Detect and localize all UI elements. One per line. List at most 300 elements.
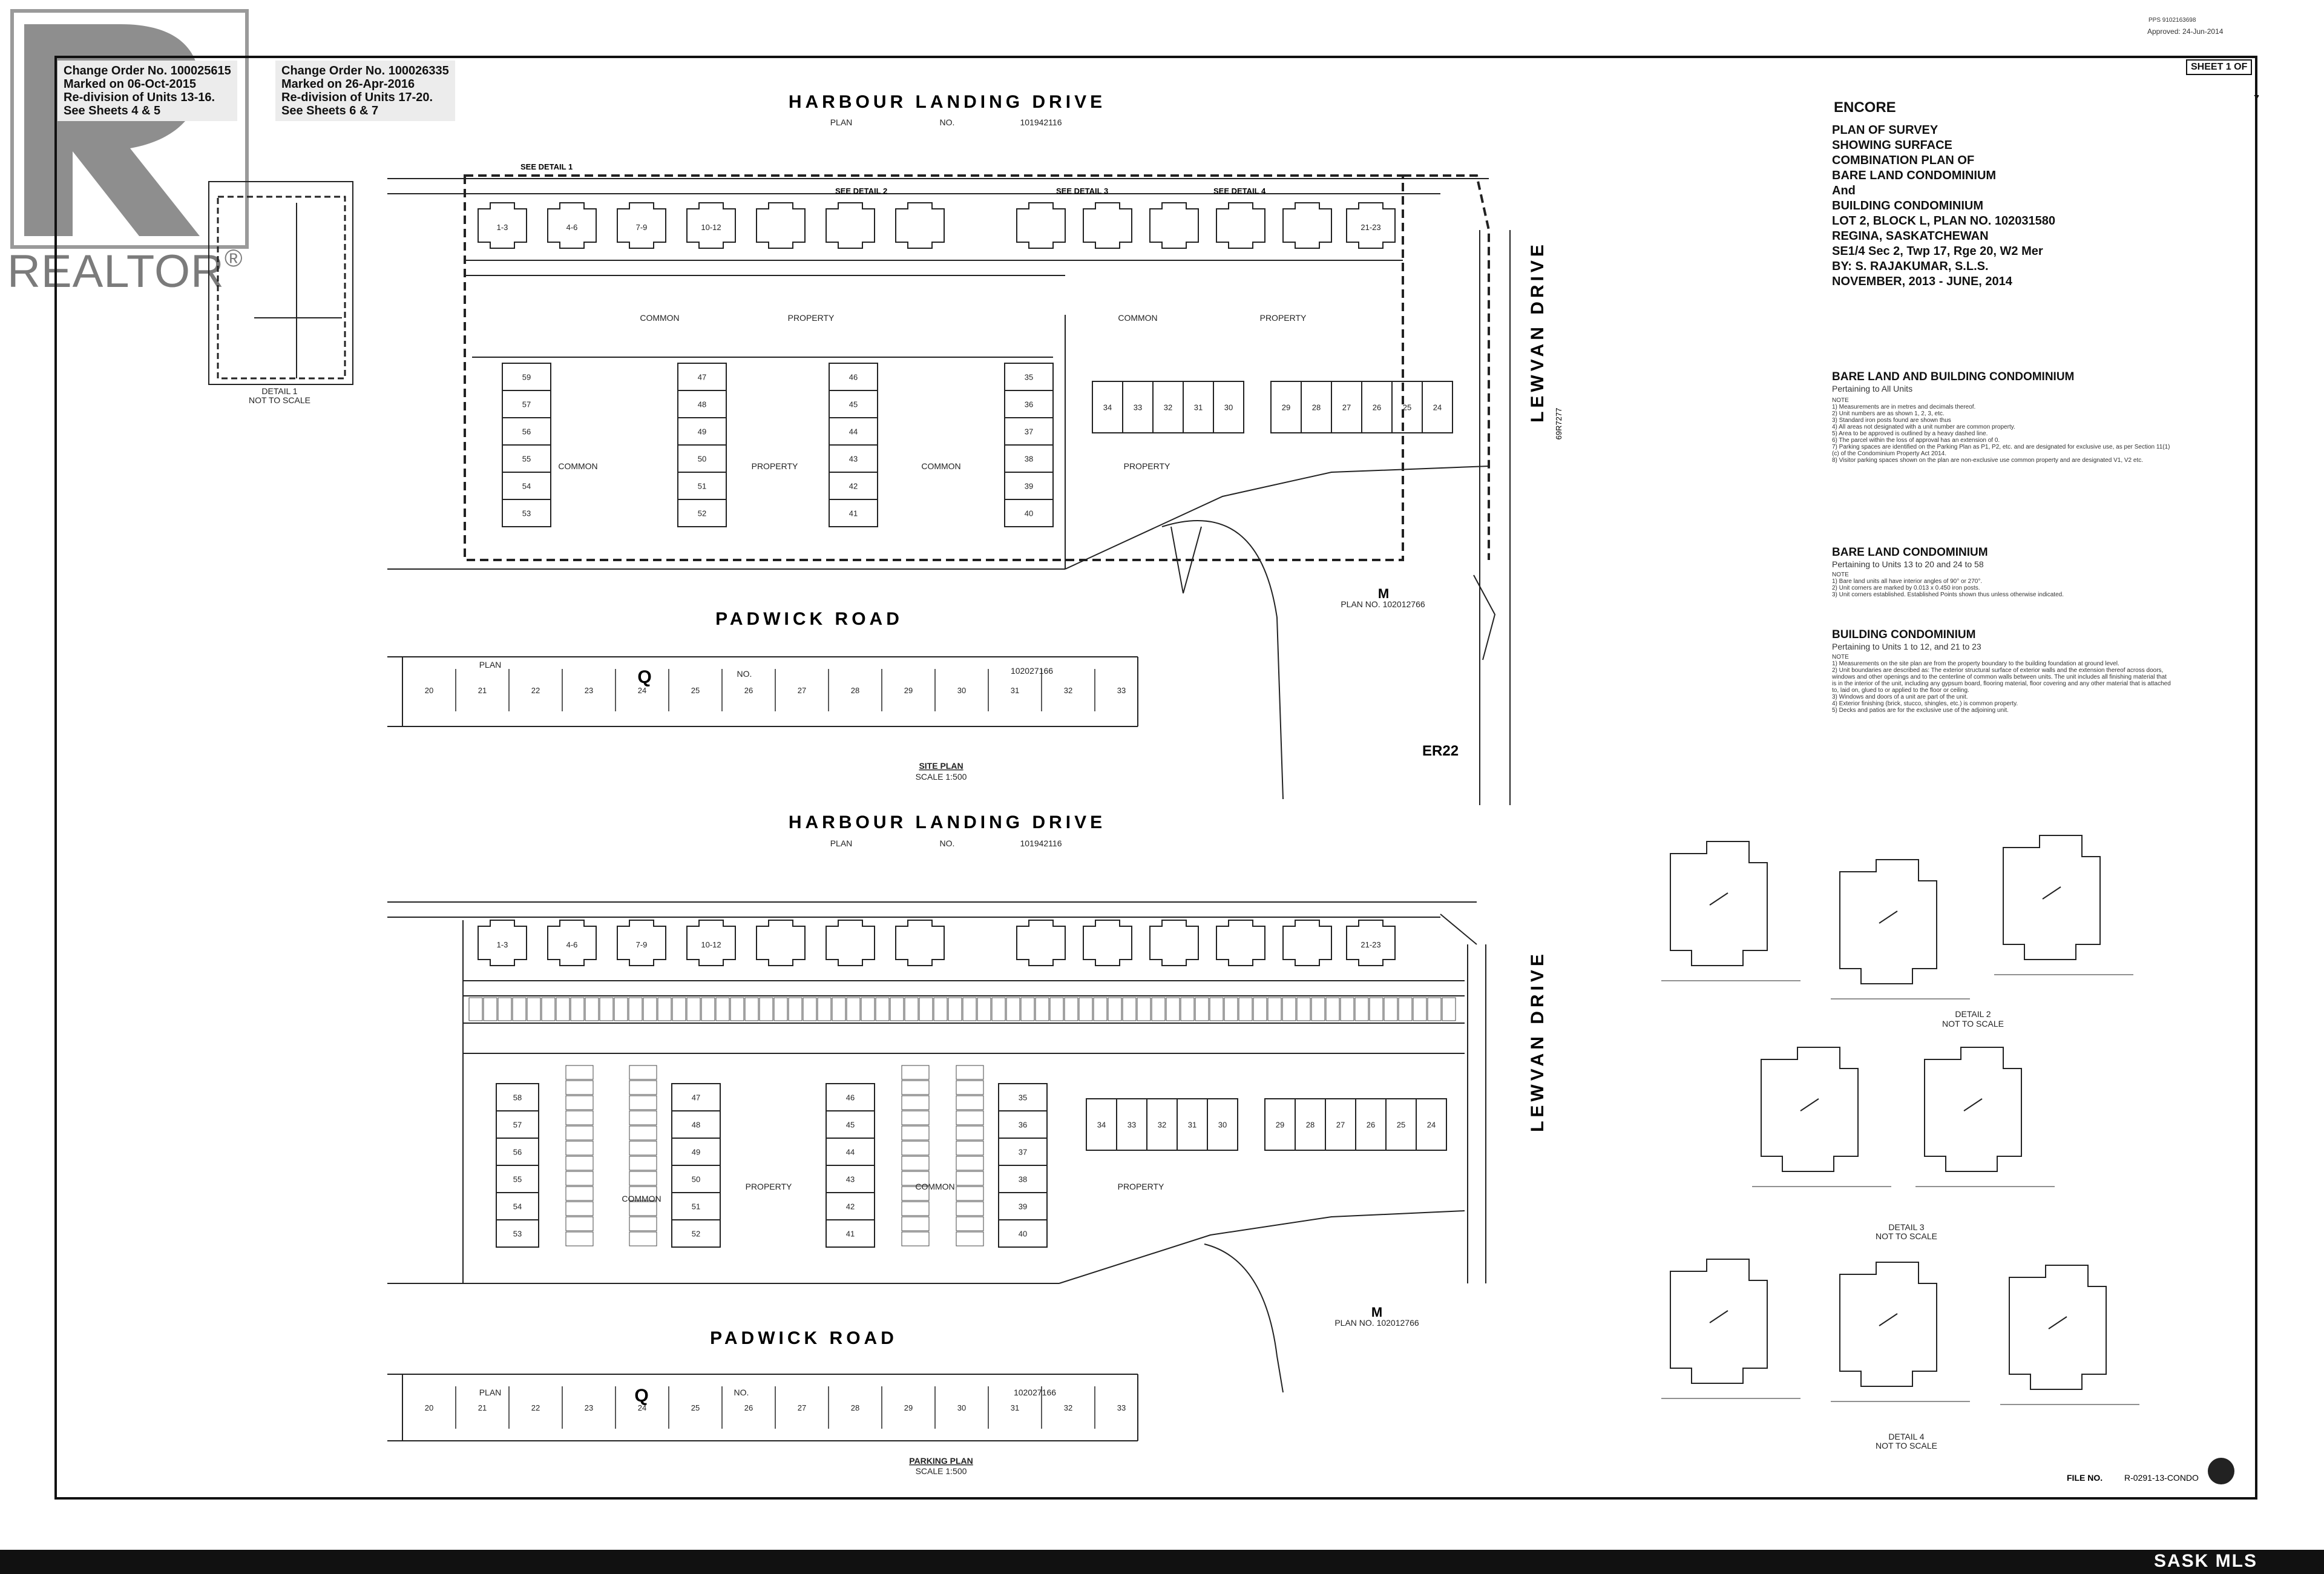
parking-stall <box>629 998 642 1021</box>
site-unit-number: 41 <box>849 509 858 518</box>
parking-stall <box>629 1111 657 1125</box>
sheet-number: SHEET 1 OF <box>2186 59 2252 75</box>
detail2-caption: DETAIL 2 <box>1955 1009 1991 1019</box>
surveyor-seal-icon <box>2208 1458 2234 1484</box>
detail-unit-outline <box>1670 1259 1767 1383</box>
site-lot-number: 32 <box>1063 686 1073 695</box>
park-property-1: PROPERTY <box>745 1182 792 1191</box>
park-unit-number: 25 <box>1396 1120 1406 1130</box>
detail-unit-outline <box>1840 1262 1937 1386</box>
parking-stall <box>643 998 657 1021</box>
project-name: ENCORE <box>1834 99 1896 116</box>
parking-stall <box>566 1171 593 1185</box>
site-plan-m: PLAN NO. 102012766 <box>1341 599 1425 609</box>
park-plan-caption: PARKING PLAN <box>909 1456 973 1466</box>
parking-stall <box>1224 998 1238 1021</box>
park-property-2: PROPERTY <box>1117 1182 1164 1191</box>
parking-stall <box>774 998 787 1021</box>
site-unit-number: 35 <box>1024 372 1034 382</box>
parking-stall <box>1094 998 1107 1021</box>
park-lot-number: 28 <box>850 1403 860 1412</box>
park-unit-number: 39 <box>1018 1202 1028 1211</box>
detail-unit-outline <box>2009 1265 2106 1389</box>
parking-stall <box>1123 998 1136 1021</box>
parking-stall <box>832 998 845 1021</box>
park-building <box>1083 920 1132 966</box>
site-lot-plan-1: PLAN <box>479 660 502 670</box>
park-building <box>1150 920 1198 966</box>
site-lot-number: 25 <box>691 686 700 695</box>
park-lot-number: 31 <box>1010 1403 1020 1412</box>
parking-stall <box>1239 998 1252 1021</box>
parking-stall <box>1326 998 1339 1021</box>
site-unit-number: 42 <box>849 481 858 491</box>
parking-stall <box>905 998 918 1021</box>
parking-stall <box>1079 998 1092 1021</box>
site-building <box>1017 203 1065 248</box>
site-lot-number: 22 <box>531 686 540 695</box>
parking-stall <box>1253 998 1267 1021</box>
site-unit-number: 29 <box>1281 403 1291 412</box>
park-unit-number: 51 <box>691 1202 701 1211</box>
parking-stall <box>566 1126 593 1140</box>
parking-stall <box>566 1156 593 1170</box>
parking-stall <box>902 1141 929 1155</box>
park-lot-number: 27 <box>797 1403 807 1412</box>
site-unit-number: 52 <box>697 509 707 518</box>
site-property-4: PROPERTY <box>1123 461 1170 471</box>
parking-stall <box>956 1126 983 1140</box>
park-unit-number: 34 <box>1097 1120 1106 1130</box>
parking-stall <box>1050 998 1063 1021</box>
parking-stall <box>629 1202 657 1216</box>
park-east-street: LEWVAN DRIVE <box>1528 950 1548 1132</box>
parking-stall <box>566 1081 593 1095</box>
park-unit-number: 32 <box>1157 1120 1167 1130</box>
park-unit-number: 44 <box>845 1147 855 1157</box>
parking-stall <box>585 998 599 1021</box>
park-unit-number: 55 <box>513 1174 522 1184</box>
see-detail-4: SEE DETAIL 4 <box>1213 186 1266 196</box>
parking-stall <box>902 1081 929 1095</box>
notes-bare-land: BARE LAND CONDOMINIUM Pertaining to Units 13 to 20 and 24 to 58 NOTE 1) Bare land units all have interior angles of 90° or 270°. 2) Unit corners are marked by 0.013 x 0.450 iron posts. 3) Unit corners established. Established Points shown thus unless otherwise indicated. <box>1832 546 2064 598</box>
parking-stall <box>818 998 831 1021</box>
parking-stall <box>629 1065 657 1079</box>
detail1-nts: NOT TO SCALE <box>249 395 310 405</box>
parking-stall <box>890 998 904 1021</box>
park-unit-number: 38 <box>1018 1174 1028 1184</box>
park-north-plan-3: 101942116 <box>1020 838 1062 848</box>
parking-stall <box>803 998 816 1021</box>
detail-unit-outline <box>1840 860 1937 984</box>
site-building <box>757 203 805 248</box>
site-unit-number: 24 <box>1433 403 1442 412</box>
site-common-3: COMMON <box>558 461 598 471</box>
parking-stall <box>956 1141 983 1155</box>
parking-stall <box>963 998 976 1021</box>
parking-stall <box>687 998 700 1021</box>
detail-unit-outline <box>1670 841 1767 966</box>
parking-stall <box>629 1141 657 1155</box>
park-lot-plan-2: NO. <box>734 1388 749 1397</box>
parking-stall <box>566 1187 593 1200</box>
parking-stall <box>701 998 715 1021</box>
site-lot-number: 20 <box>424 686 434 695</box>
parking-stall <box>566 1065 593 1079</box>
park-building-label: 10-12 <box>701 940 721 949</box>
site-unit-number: 30 <box>1224 403 1233 412</box>
site-north-plan-3: 101942116 <box>1020 117 1062 127</box>
detail1-caption: DETAIL 1 <box>261 386 298 396</box>
park-lot-number: 24 <box>637 1403 647 1412</box>
park-unit-number: 36 <box>1018 1120 1028 1130</box>
detail2-nts: NOT TO SCALE <box>1942 1019 2004 1029</box>
site-er22: ER22 <box>1422 743 1459 759</box>
parking-stall <box>1152 998 1165 1021</box>
bottom-bar <box>0 1550 2324 1574</box>
site-lot-number: 31 <box>1010 686 1020 695</box>
parking-stall <box>1021 998 1034 1021</box>
site-unit-number: 44 <box>849 427 858 436</box>
parking-stall <box>1181 998 1194 1021</box>
parking-stall <box>1442 998 1456 1021</box>
park-building-label: 7-9 <box>635 940 648 949</box>
title-lines: PLAN OF SURVEY SHOWING SURFACE COMBINATION PLAN OF BARE LAND CONDOMINIUM And BUILDING CONDOMINIUM LOT 2, BLOCK L, PLAN NO. 102031580 REGINA, SASKATCHEWAN SE1/4 Sec 2, Twp 17, Rge 20, W2 Mer BY: S. RAJAKUMAR, S.L.S. NOVEMBER, 2013 - JUNE, 2014 <box>1832 123 2055 288</box>
site-building <box>896 203 944 248</box>
parking-stall <box>1399 998 1412 1021</box>
parking-stall <box>672 998 686 1021</box>
park-unit-number: 49 <box>691 1147 701 1157</box>
park-lot-plan-3: 102027166 <box>1013 1388 1057 1397</box>
parking-stall <box>566 1202 593 1216</box>
site-common-1: COMMON <box>640 313 680 323</box>
parking-stall <box>1311 998 1325 1021</box>
site-property-1: PROPERTY <box>787 313 835 323</box>
park-common-1: COMMON <box>622 1194 661 1204</box>
sheet-total: 7 <box>2254 94 2259 104</box>
park-block-q: Q <box>634 1386 649 1406</box>
parking-stall <box>956 1171 983 1185</box>
parking-stall <box>1341 998 1354 1021</box>
site-unit-number: 37 <box>1024 427 1034 436</box>
park-unit-number: 53 <box>513 1229 522 1239</box>
park-building <box>1017 920 1065 966</box>
park-unit-number: 35 <box>1018 1093 1028 1102</box>
site-unit-number: 33 <box>1133 403 1143 412</box>
park-unit-number: 40 <box>1018 1229 1028 1239</box>
park-building <box>1216 920 1265 966</box>
parking-stall <box>556 998 570 1021</box>
parking-stall <box>498 998 511 1021</box>
site-north-plan-1: PLAN <box>830 117 853 127</box>
parking-stall <box>1355 998 1368 1021</box>
site-building-label: 21-23 <box>1361 223 1381 232</box>
park-unit-number: 37 <box>1018 1147 1028 1157</box>
park-unit-number: 50 <box>691 1174 701 1184</box>
site-unit-number: 43 <box>849 454 858 464</box>
site-unit-number: 55 <box>522 454 531 464</box>
change-order-1: Change Order No. 100025615 Marked on 06-Oct-2015 Re-division of Units 13-16. See Sheets 4 & 5 <box>57 61 237 121</box>
parking-stall <box>956 1111 983 1125</box>
site-unit-number: 28 <box>1311 403 1321 412</box>
site-north-street: HARBOUR LANDING DRIVE <box>788 92 1106 112</box>
detail1-frame <box>209 182 353 384</box>
site-lot-plan-3: 102027166 <box>1010 666 1054 676</box>
site-east-street: LEWVAN DRIVE <box>1528 241 1548 423</box>
park-unit-number: 57 <box>513 1120 522 1130</box>
parking-stall <box>1413 998 1426 1021</box>
site-building-label: 10-12 <box>701 223 721 232</box>
parking-stall <box>566 1217 593 1231</box>
site-south-street: PADWICK ROAD <box>715 609 903 629</box>
park-unit-number: 54 <box>513 1202 522 1211</box>
site-unit-number: 34 <box>1103 403 1112 412</box>
park-plan-scale: SCALE 1:500 <box>915 1466 967 1476</box>
site-lot-number: 26 <box>744 686 753 695</box>
parking-stall <box>542 998 555 1021</box>
parking-stall <box>977 998 991 1021</box>
parking-stall <box>527 998 540 1021</box>
site-lot-number: 27 <box>797 686 807 695</box>
park-lot-plan-1: PLAN <box>479 1388 502 1397</box>
site-property-2: PROPERTY <box>1259 313 1307 323</box>
site-property-3: PROPERTY <box>751 461 798 471</box>
site-unit-number: 51 <box>697 481 707 491</box>
site-building-label: 7-9 <box>635 223 648 232</box>
park-north-plan-2: NO. <box>939 838 955 848</box>
realtor-brand: REALTOR® <box>7 245 243 297</box>
parking-stall <box>956 1202 983 1216</box>
change-order-2: Change Order No. 100026335 Marked on 26-Apr-2016 Re-division of Units 17-20. See Sheets 6 & 7 <box>275 61 455 121</box>
site-unit-number: 25 <box>1402 403 1412 412</box>
see-detail-3: SEE DETAIL 3 <box>1056 186 1109 196</box>
park-building <box>896 920 944 966</box>
parking-stall <box>789 998 802 1021</box>
parking-stall <box>956 1096 983 1110</box>
site-plan-scale: SCALE 1:500 <box>915 772 967 782</box>
parking-stall <box>1108 998 1121 1021</box>
parking-stall <box>902 1096 929 1110</box>
park-unit-number: 28 <box>1305 1120 1315 1130</box>
site-unit-number: 26 <box>1372 403 1382 412</box>
site-building <box>1283 203 1331 248</box>
park-lot-number: 26 <box>744 1403 753 1412</box>
site-unit-number: 47 <box>697 372 707 382</box>
parking-stall <box>1166 998 1180 1021</box>
site-unit-number: 48 <box>697 400 707 409</box>
detail-unit-outline <box>1925 1047 2021 1171</box>
parking-stall <box>566 1096 593 1110</box>
site-unit-number: 45 <box>849 400 858 409</box>
pps-number: PPS 9102163698 <box>2148 17 2196 24</box>
sask-mls-label: SASK MLS <box>2153 1551 2257 1571</box>
site-lot-number: 23 <box>584 686 594 695</box>
parking-stall <box>902 1126 929 1140</box>
parking-stall <box>469 998 482 1021</box>
detail4-nts: NOT TO SCALE <box>1876 1441 1937 1451</box>
site-unit-number: 38 <box>1024 454 1034 464</box>
site-building-label: 1-3 <box>496 223 508 232</box>
site-building <box>826 203 875 248</box>
parking-stall <box>629 1096 657 1110</box>
parking-stall <box>760 998 773 1021</box>
park-north-plan-1: PLAN <box>830 838 853 848</box>
notes-building: BUILDING CONDOMINIUM Pertaining to Units 1 to 12, and 21 to 23 NOTE 1) Measurements on the site plan are from the property boundary to the building foundation at ground level. 2) Unit boundaries are described as: The exterior structural surface of exterior walls and the extension thereof across doors, windows and other openings and to the centerline of common walls between units. The unit includes all finishing material that is in the interior of the unit, including any gypsum board, flooring material, floor covering and any other material that is attached to, laid on, glued to or applied to the floor or ceiling. 3) Windows and doors of a unit are part of the unit. 4) Exterior finishing (brick, stucco, shingles, etc.) is common property. 5) Decks and patios are for the exclusive use of the adjoining unit. <box>1832 628 2171 714</box>
site-unit-number: 31 <box>1193 403 1203 412</box>
site-unit-number: 39 <box>1024 481 1034 491</box>
parking-stall <box>513 998 526 1021</box>
detail-unit-outline <box>1761 1047 1858 1171</box>
park-unit-number: 47 <box>691 1093 701 1102</box>
parking-stall <box>902 1232 929 1246</box>
parking-stall <box>730 998 744 1021</box>
detail4-caption: DETAIL 4 <box>1888 1432 1925 1441</box>
parking-stall <box>847 998 860 1021</box>
park-lot-number: 33 <box>1117 1403 1126 1412</box>
site-unit-number: 56 <box>522 427 531 436</box>
park-north-street: HARBOUR LANDING DRIVE <box>788 812 1106 832</box>
site-lot-number: 28 <box>850 686 860 695</box>
parking-stall <box>571 998 584 1021</box>
parking-stall <box>876 998 889 1021</box>
notes-all-units: BARE LAND AND BUILDING CONDOMINIUM Pertaining to All Units NOTE 1) Measurements are in metres and decimals thereof. 2) Unit numbers are as shown 1, 2, 3, etc. 3) Standard iron posts found are shown thus 4) All areas not designated with a unit number are common property. 5) Area to be approved is outlined by a heavy dashed line. 6) The parcel within the loss of approval has an extension of 0. 7) Parking spaces are identified on the Parking Plan as P1, P2, etc. and are designated for exclusive use, as per Section 11(1)(c) of the Condominium Property Act 2014. 8) Visitor parking spaces shown on the plan are non-exclusive use common property and are designated V1, V2 etc. <box>1832 370 2170 464</box>
parking-stall <box>1137 998 1151 1021</box>
file-label: FILE NO. <box>2067 1473 2103 1483</box>
parking-stall <box>600 998 613 1021</box>
park-building <box>757 920 805 966</box>
park-building <box>826 920 875 966</box>
parking-stall <box>956 1187 983 1200</box>
park-unit-number: 52 <box>691 1229 701 1239</box>
park-building-label: 4-6 <box>566 940 578 949</box>
park-lot-number: 23 <box>584 1403 594 1412</box>
site-lot-plan-2: NO. <box>737 669 752 679</box>
site-unit-number: 49 <box>697 427 707 436</box>
parking-stall <box>629 1217 657 1231</box>
park-lot-number: 30 <box>957 1403 967 1412</box>
park-building <box>1283 920 1331 966</box>
site-north-plan-2: NO. <box>939 117 955 127</box>
parking-stall <box>1036 998 1049 1021</box>
parking-stall <box>902 1111 929 1125</box>
park-unit-number: 48 <box>691 1120 701 1130</box>
site-lot-number: 30 <box>957 686 967 695</box>
parking-stall <box>658 998 671 1021</box>
parking-stall <box>1384 998 1397 1021</box>
park-unit-number: 56 <box>513 1147 522 1157</box>
parking-stall <box>566 1111 593 1125</box>
parking-stall <box>1428 998 1441 1021</box>
park-common-2: COMMON <box>915 1182 955 1191</box>
detail-unit-outline <box>2003 835 2100 960</box>
site-common-2: COMMON <box>1118 313 1158 323</box>
parking-stall <box>956 1065 983 1079</box>
site-building <box>1083 203 1132 248</box>
park-unit-number: 45 <box>845 1120 855 1130</box>
park-building-label: 1-3 <box>496 940 508 949</box>
parking-stall <box>629 1232 657 1246</box>
parking-stall <box>902 1065 929 1079</box>
park-lot-number: 20 <box>424 1403 434 1412</box>
park-lot-number: 25 <box>691 1403 700 1412</box>
parking-stall <box>566 1232 593 1246</box>
park-unit-number: 24 <box>1426 1120 1436 1130</box>
parking-stall <box>1297 998 1310 1021</box>
site-unit-number: 54 <box>522 481 531 491</box>
parking-stall <box>629 1126 657 1140</box>
parking-stall <box>629 1081 657 1095</box>
park-lot-number: 32 <box>1063 1403 1073 1412</box>
park-block-m: M <box>1371 1305 1383 1320</box>
see-detail-1: SEE DETAIL 1 <box>520 162 573 171</box>
site-east-plan: 69R7277 <box>1554 407 1563 440</box>
park-unit-number: 26 <box>1366 1120 1376 1130</box>
detail3-caption: DETAIL 3 <box>1888 1222 1925 1232</box>
park-lot-number: 29 <box>904 1403 913 1412</box>
parking-stall <box>956 1081 983 1095</box>
parking-stall <box>956 1156 983 1170</box>
detail3-nts: NOT TO SCALE <box>1876 1231 1937 1241</box>
site-building <box>1150 203 1198 248</box>
park-unit-number: 42 <box>845 1202 855 1211</box>
parking-stall <box>992 998 1005 1021</box>
site-building-label: 4-6 <box>566 223 578 232</box>
file-number: R-0291-13-CONDO <box>2124 1473 2199 1483</box>
site-unit-number: 36 <box>1024 400 1034 409</box>
site-unit-number: 57 <box>522 400 531 409</box>
parking-stall <box>566 1141 593 1155</box>
site-unit-number: 46 <box>849 372 858 382</box>
parking-stall <box>902 1156 929 1170</box>
site-unit-number: 59 <box>522 372 531 382</box>
park-unit-number: 58 <box>513 1093 522 1102</box>
site-common-4: COMMON <box>921 461 961 471</box>
parking-stall <box>1210 998 1223 1021</box>
site-lot-number: 21 <box>478 686 487 695</box>
parking-stall <box>614 998 628 1021</box>
parking-stall <box>716 998 729 1021</box>
parking-stall <box>956 1232 983 1246</box>
park-unit-number: 41 <box>845 1229 855 1239</box>
parking-stall <box>948 998 962 1021</box>
park-south-street: PADWICK ROAD <box>710 1328 898 1348</box>
park-lot-number: 21 <box>478 1403 487 1412</box>
parking-stall <box>484 998 497 1021</box>
parking-stall <box>934 998 947 1021</box>
site-lot-number: 33 <box>1117 686 1126 695</box>
park-unit-number: 33 <box>1127 1120 1137 1130</box>
parking-stall <box>1195 998 1209 1021</box>
site-block-m: M <box>1377 586 1390 601</box>
site-lot-number: 29 <box>904 686 913 695</box>
park-plan-m: PLAN NO. 102012766 <box>1334 1318 1419 1328</box>
parking-stall <box>629 1171 657 1185</box>
park-unit-number: 43 <box>845 1174 855 1184</box>
park-unit-number: 30 <box>1218 1120 1227 1130</box>
parking-stall <box>861 998 875 1021</box>
parking-stall <box>1268 998 1281 1021</box>
site-unit-number: 27 <box>1342 403 1351 412</box>
parking-stall <box>1370 998 1383 1021</box>
site-plan-caption: SITE PLAN <box>919 761 963 771</box>
site-unit-number: 40 <box>1024 509 1034 518</box>
park-unit-number: 27 <box>1336 1120 1345 1130</box>
parking-stall <box>902 1217 929 1231</box>
parking-stall <box>1006 998 1020 1021</box>
see-detail-2: SEE DETAIL 2 <box>835 186 888 196</box>
park-lot-number: 22 <box>531 1403 540 1412</box>
parking-stall <box>956 1217 983 1231</box>
